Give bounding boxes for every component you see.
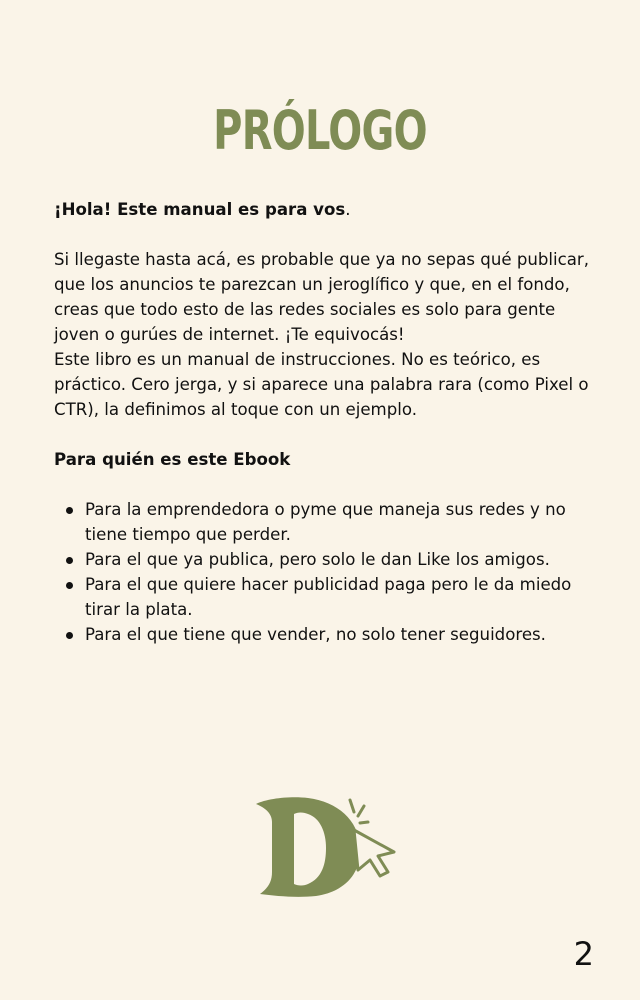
list-item: Para el que tiene que vender, no solo tener seguidores.: [85, 622, 594, 647]
spacer: [54, 422, 594, 447]
greeting-end: .: [345, 200, 351, 219]
list-item: Para el que quiere hacer publicidad paga pero le da miedo tirar la plata.: [85, 572, 594, 622]
letter-d-cursor-logo-icon: [246, 792, 406, 902]
section-heading: Para quién es este Ebook: [54, 450, 291, 469]
list-item: Para el que ya publica, pero solo le dan Like los amigos.: [85, 547, 594, 572]
greeting-bold: ¡Hola! Este manual es para vos: [54, 200, 346, 219]
greeting: [54, 197, 594, 222]
list-item: Para la emprendedora o pyme que maneja sus redes y no tiene tiempo que perder.: [85, 497, 594, 547]
intro-paragraph-2: Este libro es un manual de instrucciones. No es teórico, es práctico. Cero jerga, y si aparece una palabra rara (como Pixel o CTR), la definimos al toque con un ejemplo.: [54, 350, 589, 419]
intro-paragraph-1: Si llegaste hasta acá, es probable que ya no sepas qué publicar, que los anuncios te parezcan un jeroglífico y que, en el fondo, creas que todo esto de las redes sociales es solo para gente joven o gurúes de internet. ¡Te equivocás!: [54, 250, 590, 344]
page-title: PRÓLOGO: [213, 99, 427, 162]
audience-list: [54, 497, 594, 647]
page-number: 2: [573, 935, 594, 973]
spacer: [54, 222, 594, 247]
spacer: [54, 472, 594, 497]
prologue-body: [54, 197, 594, 647]
